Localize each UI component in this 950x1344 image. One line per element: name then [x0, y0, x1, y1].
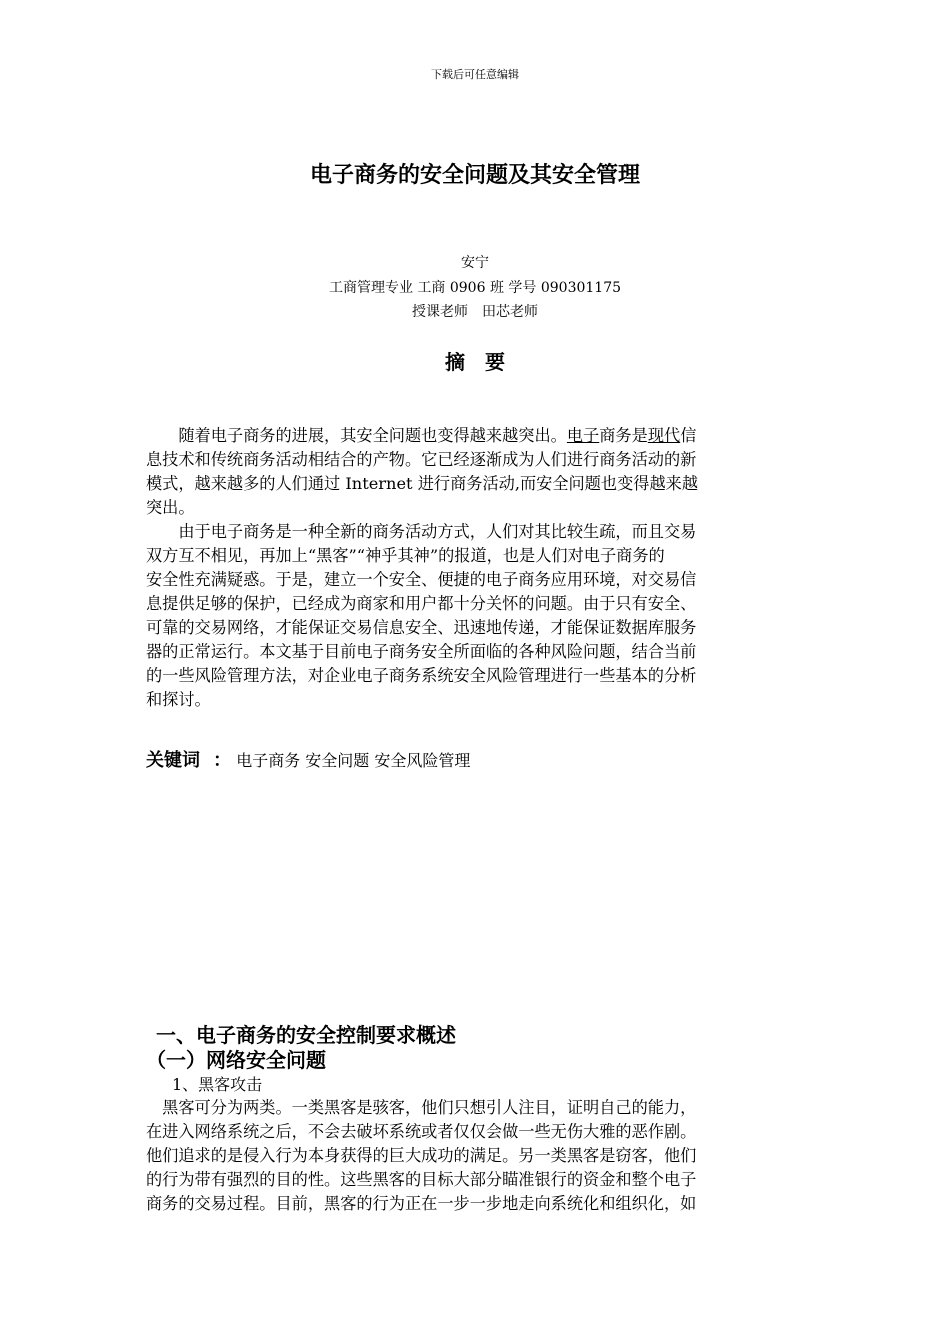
author-teacher: 授课老师 田芯老师	[412, 304, 538, 320]
body-line: 的行为带有强烈的目的性。这些黑客的目标大部分瞄准银行的资金和整个电子	[146, 1170, 697, 1189]
underlined-term: 现代	[647, 426, 681, 445]
body-line: 黑客可分为两类。一类黑客是骇客，他们只想引人注目，证明自己的能力，	[146, 1098, 697, 1117]
abstract-heading: 摘 要	[445, 350, 505, 374]
abstract-line	[146, 424, 806, 448]
abstract-line: 和探讨。	[146, 690, 211, 709]
abstract-line: 可靠的交易网络，才能保证交易信息安全、迅速地传递，才能保证数据库服务	[146, 618, 697, 637]
abstract-line: 安全性充满疑惑。于是，建立一个安全、便捷的电子商务应用环境，对交易信	[146, 570, 697, 589]
body-line: 他们追求的是侵入行为本身获得的巨大成功的满足。另一类黑客是窃客，他们	[146, 1146, 697, 1165]
text-run: 商务是	[599, 426, 648, 445]
underlined-term: 电子	[566, 426, 600, 445]
section-heading: 一、电子商务的安全控制要求概述	[156, 1023, 456, 1047]
abstract-line: 息提供足够的保护，已经成为商家和用户都十分关怀的问题。由于只有安全、	[146, 594, 697, 613]
item-heading: 1、黑客攻击	[172, 1075, 263, 1094]
author-info: 工商管理专业 工商 0906 班 学号 090301175	[328, 280, 622, 296]
abstract-line: 模式，越来越多的人们通过 Internet 进行商务活动,而安全问题也变得越来越	[146, 474, 699, 493]
abstract-line: 息技术和传统商务活动相结合的产物。它已经逐渐成为人们进行商务活动的新	[146, 450, 697, 469]
author-name: 安宁	[461, 255, 489, 271]
abstract-line: 的一些风险管理方法，对企业电子商务系统安全风险管理进行一些基本的分析	[146, 666, 697, 685]
text-run: 信	[680, 426, 697, 445]
keywords	[146, 746, 806, 772]
abstract-line: 突出。	[146, 498, 195, 517]
keywords-separator: ：	[213, 750, 232, 771]
abstract-line: 器的正常运行。本文基于目前电子商务安全所面临的各种风险问题，结合当前	[146, 642, 697, 661]
abstract-line: 由于电子商务是一种全新的商务活动方式，人们对其比较生疏，而且交易	[146, 522, 697, 541]
text-run: 随着电子商务的进展，其安全问题也变得越来越突出。	[146, 426, 567, 445]
subsection-heading: （一）网络安全问题	[146, 1048, 326, 1072]
keywords-value: 电子商务 安全问题 安全风险管理	[236, 751, 471, 770]
body-line: 在进入网络系统之后，不会去破坏系统或者仅仅会做一些无伤大雅的恶作剧。	[146, 1122, 697, 1141]
body-line: 商务的交易过程。目前，黑客的行为正在一步一步地走向系统化和组织化，如	[146, 1194, 697, 1213]
document-title: 电子商务的安全问题及其安全管理	[309, 163, 640, 188]
abstract-line: 双方互不相见，再加上“黑客”“神乎其神”的报道，也是人们对电子商务的	[146, 546, 665, 565]
keywords-label: 关键词	[146, 750, 200, 771]
header-note: 下载后可任意编辑	[431, 68, 519, 81]
